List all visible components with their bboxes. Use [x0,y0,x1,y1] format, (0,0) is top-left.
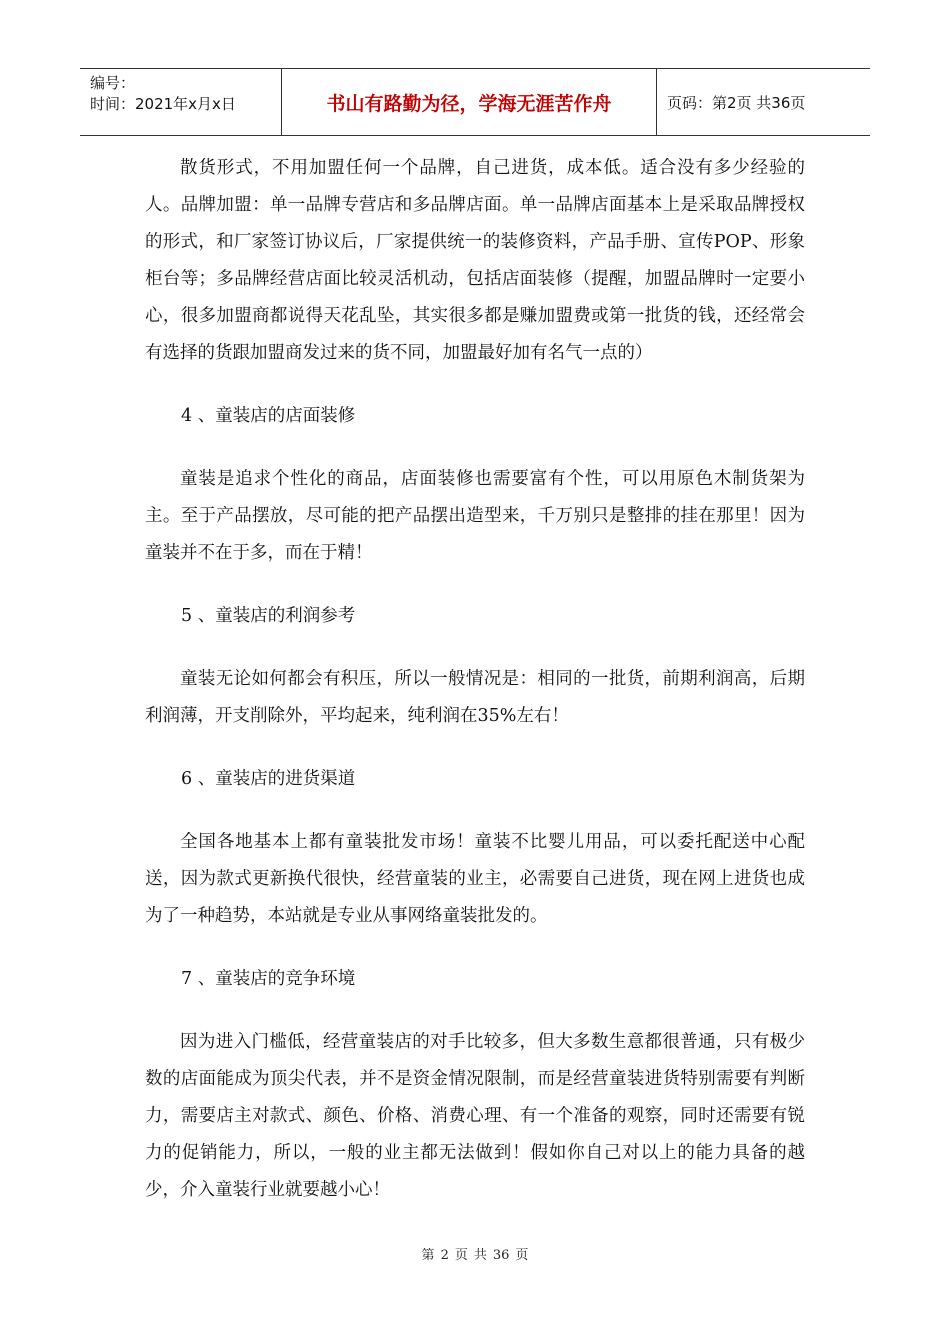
header-meta [80,69,282,135]
section-heading: 5 、童装店的利润参考 [181,606,356,626]
body-paragraph: 童装无论如何都会有积压，所以一般情况是：相同的一批货，前期利润高，后期利润薄，开支削除外，平均起来，纯利润在35%左右！ [145,669,805,726]
body-paragraph: 童装是追求个性化的商品，店面装修也需要富有个性，可以用原色木制货架为主。至于产品摆放，尽可能的把产品摆出造型来，千万别只是整排的挂在那里！因为童装并不在于多，而在于精！ [145,469,805,563]
page-header [80,68,870,136]
section-heading: 6 、童装店的进货渠道 [181,769,356,789]
header-page-info: 页码：第2页 共36页 [667,93,806,112]
footer-prefix: 第 [421,1248,435,1263]
body-paragraph: 散货形式，不用加盟任何一个品牌，自己进货，成本低。适合没有多少经验的人。品牌加盟：单一品牌专营店和多品牌店面。单一品牌店面基本上是采取品牌授权的形式，和厂家签订协议后，厂家提供统一的装修资料，产品手册、宣传POP、形象柜台等；多品牌经营店面比较灵活机动，包括店面装修（提醒，加盟品牌时一定要小心，很多加盟商都说得天花乱坠，其实很多都是赚加盟费或第一批货的钱，还经常会有选择的货跟加盟商发过来的货不同，加盟最好加有名气一点的） [145,158,805,363]
doc-number-label: 编号： [90,74,136,92]
doc-time-label: 时间：2021年x月x日 [90,95,236,113]
footer-mid2: 共 [473,1248,487,1263]
body-paragraph: 因为进入门槛低，经营童装店的对手比较多，但大多数生意都很普通，只有极少数的店面能成为顶尖代表，并不是资金情况限制，而是经营童装进货特别需要有判断力，需要店主对款式、颜色、价格、消费心理、有一个准备的观察，同时还需要有锐力的促销能力，所以，一般的业主都无法做到！假如你自己对以上的能力具备的越少，介入童装行业就要越小心！ [145,1032,805,1200]
body-paragraph: 全国各地基本上都有童装批发市场！童装不比婴儿用品，可以委托配送中心配送，因为款式更新换代很快，经营童装的业主，必需要自己进货，现在网上进货也成为了一种趋势，本站就是专业从事网络童装批发的。 [145,832,805,926]
section-heading: 7 、童装店的竞争环境 [181,969,356,989]
footer-mid1: 页 [454,1248,468,1263]
document-body [145,150,805,1235]
footer-total-pages: 36 [492,1248,510,1263]
page-footer [0,1244,950,1263]
footer-page-number: 2 [440,1248,449,1263]
footer-suffix: 页 [515,1248,529,1263]
header-motto: 书山有路勤为径，学海无涯苦作舟 [282,69,657,135]
section-heading: 4 、童装店的店面装修 [181,406,356,426]
